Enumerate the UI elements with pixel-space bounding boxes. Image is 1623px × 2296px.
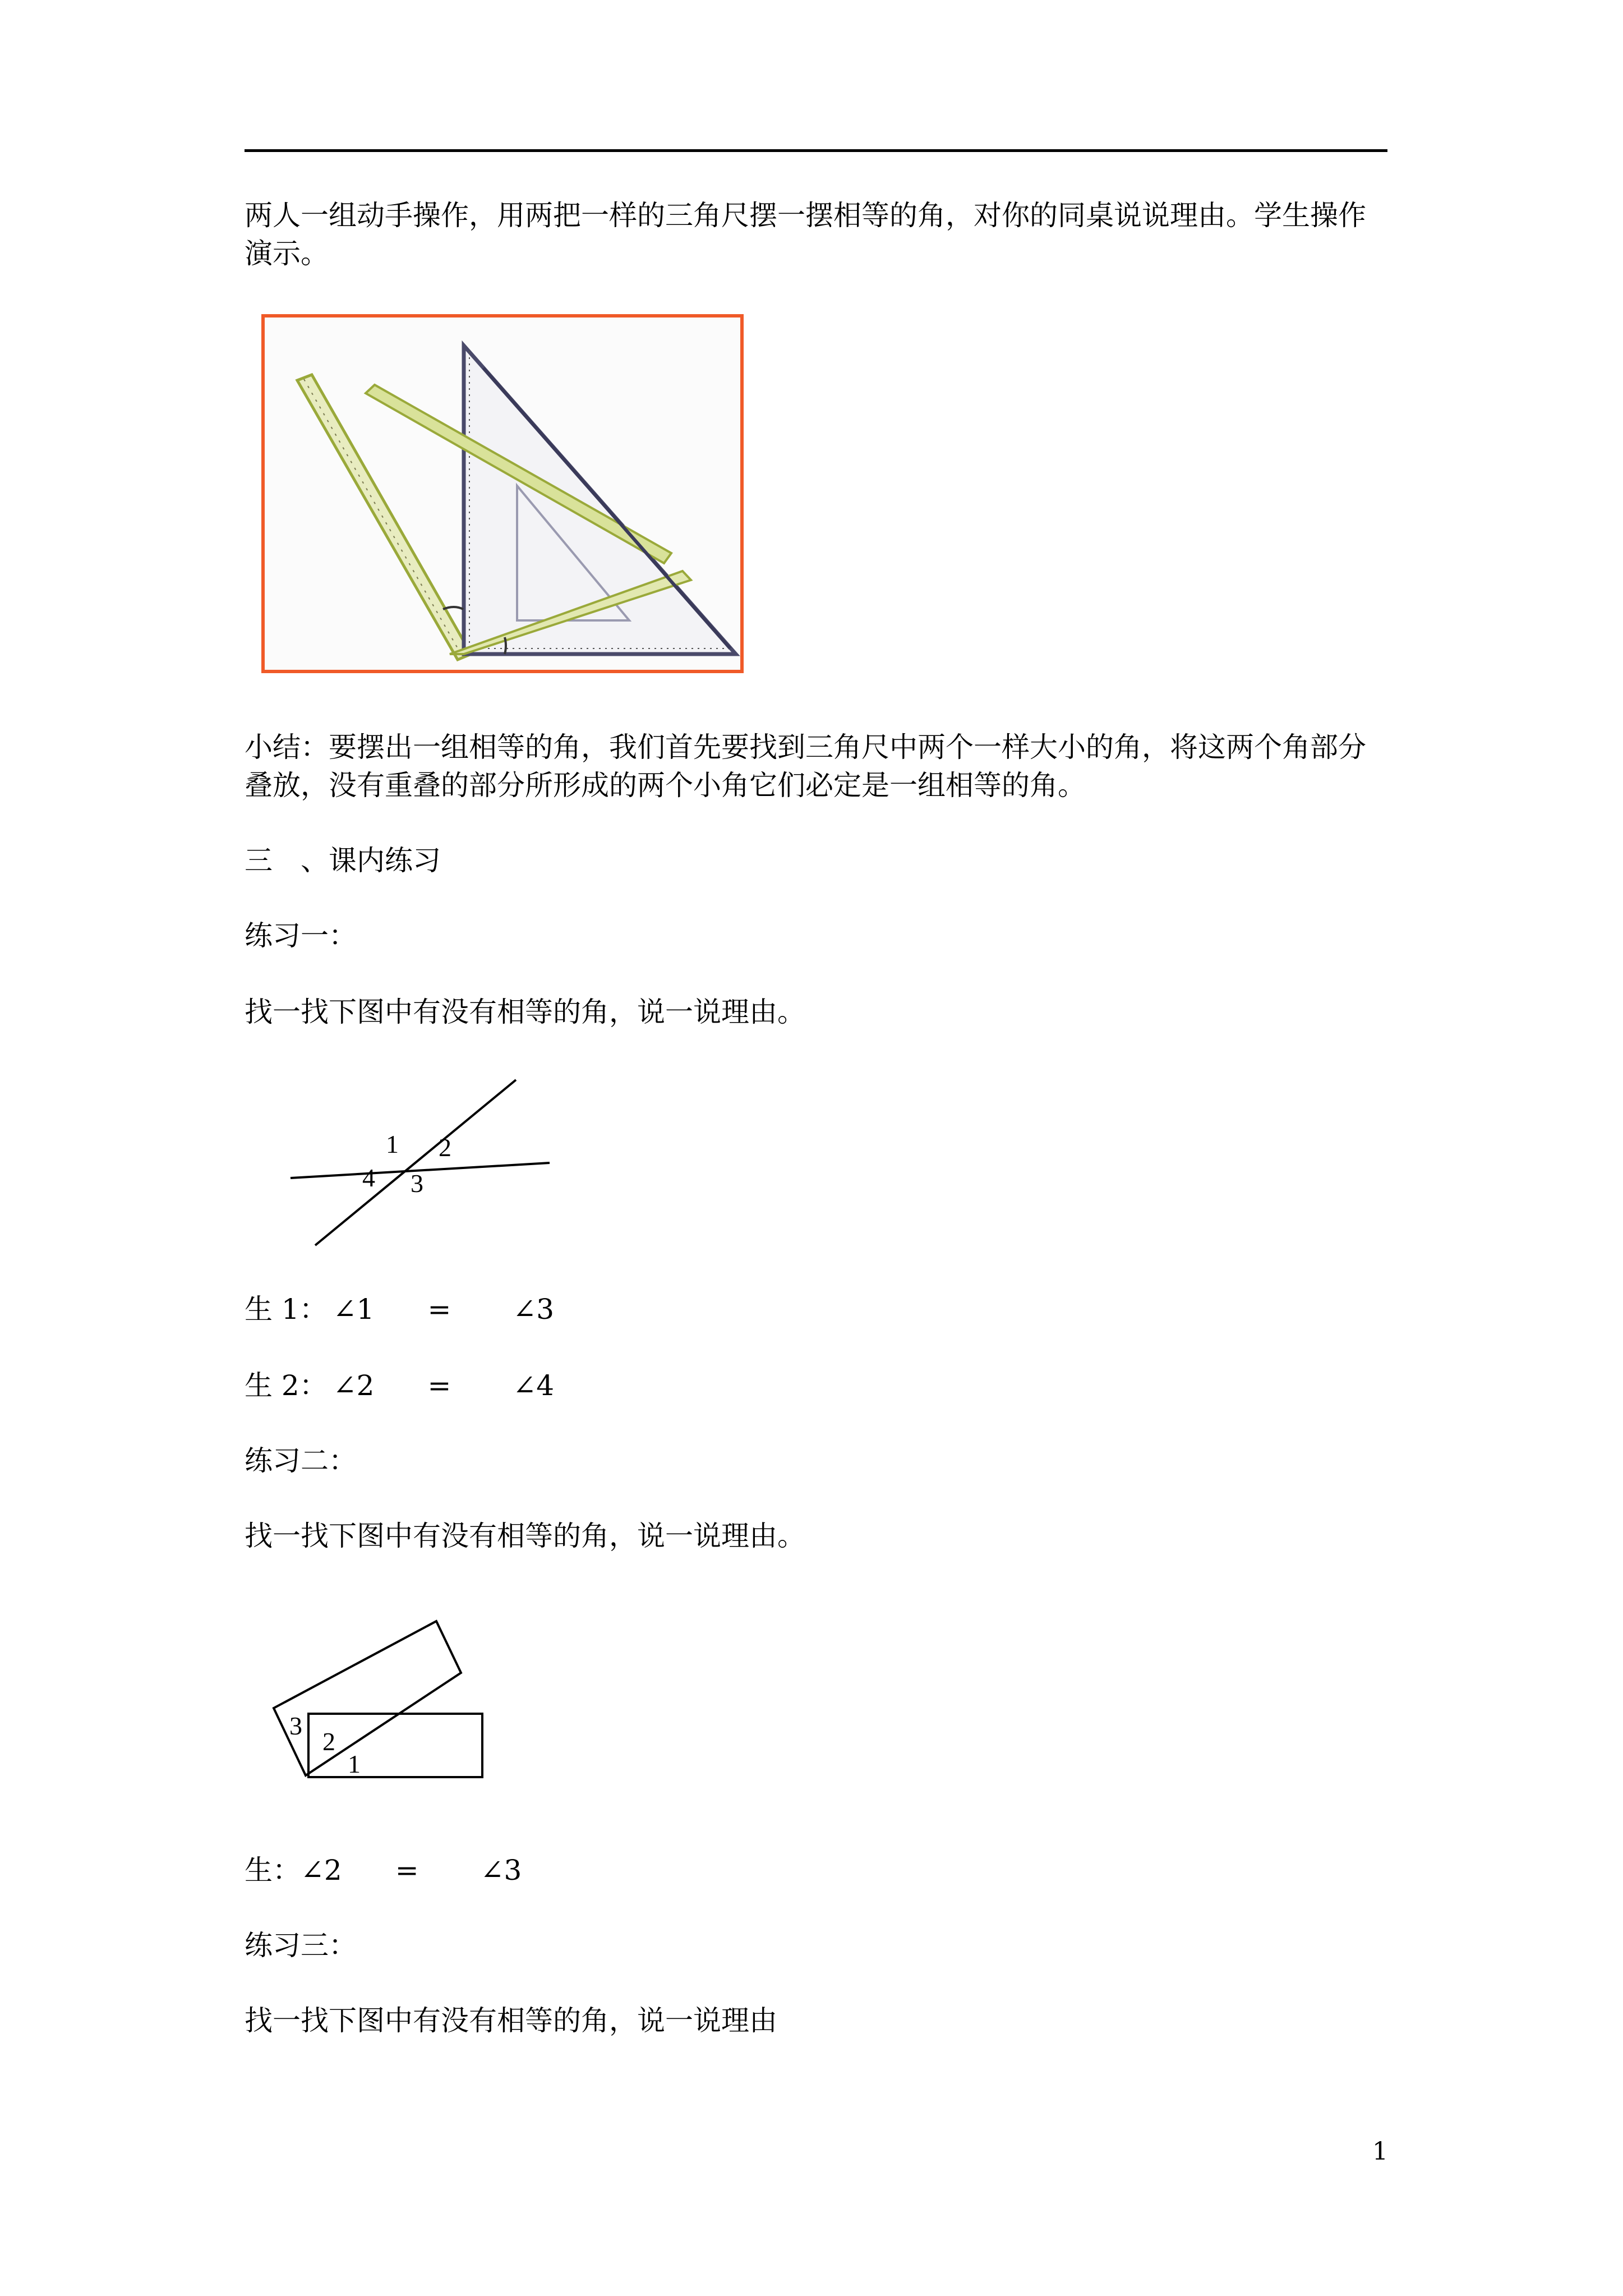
exercise1-prompt: 找一找下图中有没有相等的角，说一说理由。 (245, 996, 805, 1028)
answer-left-angle: ∠1 (333, 1293, 375, 1326)
answer-left-angle: ∠2 (301, 1854, 342, 1887)
angle-label-3: 3 (289, 1711, 302, 1740)
angle-label-2: 2 (322, 1727, 335, 1756)
answer-left-angle: ∠2 (333, 1369, 375, 1402)
overlapping-rectangles-figure (264, 1610, 499, 1789)
answer-equals: = (427, 1293, 451, 1326)
diagonal-line (315, 1080, 516, 1245)
angle-label-1: 1 (386, 1130, 399, 1158)
angle-label-4: 4 (362, 1163, 375, 1192)
exercise1-title: 练习一： (245, 919, 357, 952)
answer-right-angle: ∠3 (513, 1293, 555, 1326)
summary-text-line2: 叠放，没有重叠的部分所形成的两个小角它们必定是一组相等的角。 (245, 769, 1086, 802)
answer-equals: = (427, 1369, 451, 1402)
summary-text-line1: 小结：要摆出一组相等的角，我们首先要找到三角尺中两个一样大小的角，将这两个角部分 (245, 731, 1366, 763)
answer-speaker: 生 1： (245, 1293, 328, 1326)
angle-label-1: 1 (348, 1750, 361, 1778)
tilted-rectangle (274, 1621, 461, 1775)
answer-equals: = (395, 1854, 419, 1887)
exercise3-title: 练习三： (245, 1929, 357, 1962)
exercise2-prompt: 找一找下图中有没有相等的角，说一说理由。 (245, 1520, 805, 1552)
angle-label-2: 2 (439, 1133, 451, 1162)
answer-speaker: 生： (245, 1854, 301, 1887)
answer-right-angle: ∠3 (480, 1854, 522, 1887)
intersecting-lines-figure (280, 1074, 561, 1254)
answer-speaker: 生 2： (245, 1369, 328, 1402)
exercise1-answer-2 (245, 1366, 554, 1405)
intro-text-line1: 两人一组动手操作，用两把一样的三角尺摆一摆相等的角，对你的同桌说说理由。学生操作 (245, 199, 1366, 232)
answer-right-angle: ∠4 (513, 1369, 555, 1402)
exercise2-answer (245, 1851, 522, 1889)
angle-label-3: 3 (411, 1169, 423, 1198)
section-title: 三 、课内练习 (245, 844, 441, 877)
set-squares-photo (261, 314, 744, 673)
exercise2-title: 练习二： (245, 1444, 357, 1477)
exercise1-answer-1 (245, 1290, 554, 1328)
exercise3-prompt: 找一找下图中有没有相等的角，说一说理由 (245, 2004, 777, 2037)
header-rule (245, 149, 1387, 152)
intro-text-line2: 演示。 (245, 237, 329, 270)
page-number: 1 (1372, 2137, 1388, 2166)
set-squares-illustration (265, 318, 740, 670)
